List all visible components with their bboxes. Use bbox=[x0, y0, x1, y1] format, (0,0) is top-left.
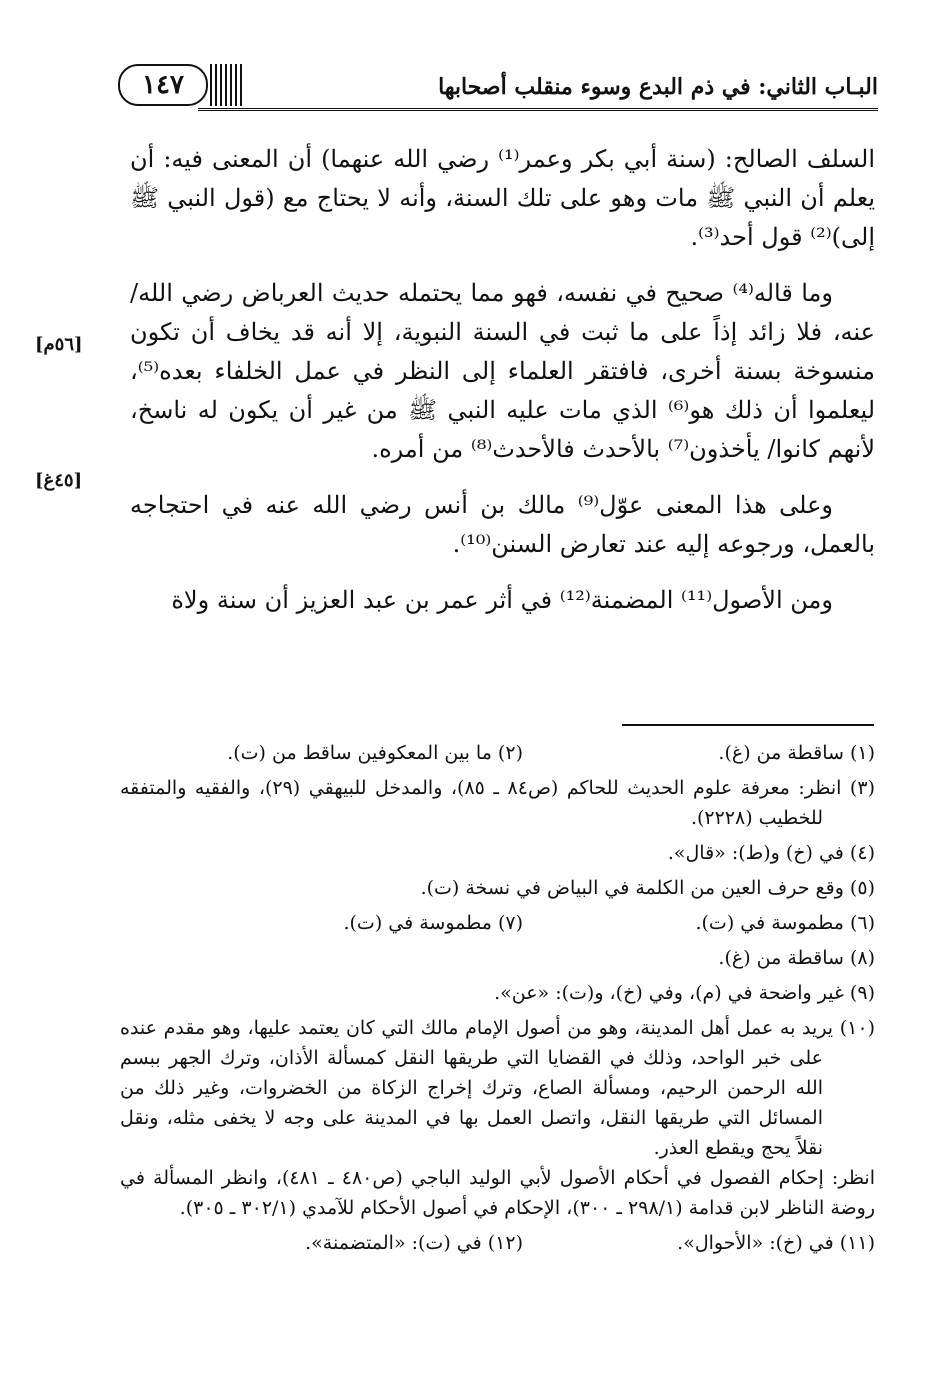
header-rule bbox=[198, 108, 878, 111]
footnote-row bbox=[120, 908, 875, 938]
footnote: (٧) مطموسة في (ت). bbox=[343, 912, 523, 934]
paragraph: وما قاله⁽⁴⁾ صحيح في نفسه، فهو مما يحتمله حديث العرباض رضي الله/ عنه، فلا زائد إذاً على ما ثبت في السنة النبوية، إلا أنه قد يخاف أن تكون منسوخة بسنة أخرى، فافتقر العلماء إلى النظر في عمل الخلفاء بعده⁽⁵⁾، ليعلموا أن ذلك هو⁽⁶⁾ الذي مات عليه النبي ﷺ من غير أن يكون له ناسخ، لأنهم كانوا/ يأخذون⁽⁷⁾ بالأحدث فالأحدث⁽⁸⁾ من أمره. bbox=[130, 279, 876, 463]
footnote-row bbox=[120, 1013, 875, 1223]
footnote: (٦) مطموسة في (ت). bbox=[695, 912, 875, 934]
main-text bbox=[130, 140, 875, 637]
paragraph: السلف الصالح: (سنة أبي بكر وعمر⁽¹⁾ رضي الله عنهما) أن المعنى فيه: أن يعلم أن النبي ﷺ مات وهو على تلك السنة، وأنه لا يحتاج مع (قول النبي ﷺ إلى)⁽²⁾ قول أحد⁽³⁾. bbox=[130, 145, 875, 251]
margin-manuscript-ref: [٥٦م] bbox=[35, 334, 83, 355]
page-number-ornament bbox=[210, 64, 244, 106]
footnote: (١٠) يريد به عمل أهل المدينة، وهو من أصول الإمام مالك التي كان يعتمد عليها، وهو مقدم عنده على خبر الواحد، وذلك في القضايا التي طريقها النقل كمسألة الأذان، وترك الجهر ببسم الله الرحمن الرحيم، ومسألة الصاع، وترك إخراج الزكاة من الخضروات، وغير ذلك من المسائل التي طريقها النقل، واتصل العمل بها في المدينة على وجه لا يخفى مثله، ونقل نقلاً يحج ويقطع العذر. bbox=[120, 1017, 875, 1159]
footnote: (١١) في (خ): «الأحوال». bbox=[677, 1232, 875, 1254]
footnote-separator bbox=[622, 724, 874, 726]
page-number: ١٤٧ bbox=[118, 64, 208, 106]
footnote: (١) ساقطة من (غ). bbox=[718, 742, 875, 764]
running-header bbox=[118, 52, 878, 118]
footnote: (٢) ما بين المعكوفين ساقط من (ت). bbox=[227, 742, 523, 764]
footnote: (٥) وقع حرف العين من الكلمة في البياض في نسخة (ت). bbox=[420, 877, 875, 899]
footnote: (٣) انظر: معرفة علوم الحديث للحاكم (ص٨٤ ـ ٨٥)، والمدخل للبيهقي (٢٩)، والفقيه والمتفقه للخطيب (٢٢٢٨). bbox=[120, 777, 875, 829]
footnote-row bbox=[120, 738, 875, 768]
footnote-row bbox=[120, 943, 875, 973]
footnote-row bbox=[120, 773, 875, 833]
footnote-row bbox=[120, 1228, 875, 1258]
footnote-row bbox=[120, 873, 875, 903]
footnotes bbox=[120, 738, 875, 1263]
footnote-reference: انظر: إحكام الفصول في أحكام الأصول لأبي الوليد الباجي (ص٤٨٠ ـ ٤٨١)، وانظر المسألة في روضة الناظر لابن قدامة (٢٩٨/١ ـ ٣٠٠)، الإحكام في أصول الأحكام للآمدي (٣٠٢/١ ـ ٣٠٥). bbox=[120, 1167, 875, 1219]
margin-manuscript-ref: [٤٥غ] bbox=[35, 470, 83, 491]
footnote-row bbox=[120, 978, 875, 1008]
footnote: (٤) في (خ) و(ط): «قال». bbox=[667, 842, 875, 864]
footnote: (١٢) في (ت): «المتضمنة». bbox=[305, 1232, 523, 1254]
footnote-row bbox=[120, 838, 875, 868]
footnote: (٨) ساقطة من (غ). bbox=[718, 947, 875, 969]
footnote: (٩) غير واضحة في (م)، وفي (خ)، و(ت): «عن». bbox=[494, 982, 875, 1004]
paragraph: وعلى هذا المعنى عوّل⁽⁹⁾ مالك بن أنس رضي الله عنه في احتجاجه بالعمل، ورجوعه إليه عند تعارض السنن⁽¹⁰⁾. bbox=[130, 491, 875, 558]
chapter-title: البـاب الثاني: في ذم البدع وسوء منقلب أصحابها bbox=[438, 74, 878, 100]
paragraph: ومن الأصول⁽¹¹⁾ المضمنة⁽¹²⁾ في أثر عمر بن عبد العزيز أن سنة ولاة bbox=[171, 586, 833, 614]
